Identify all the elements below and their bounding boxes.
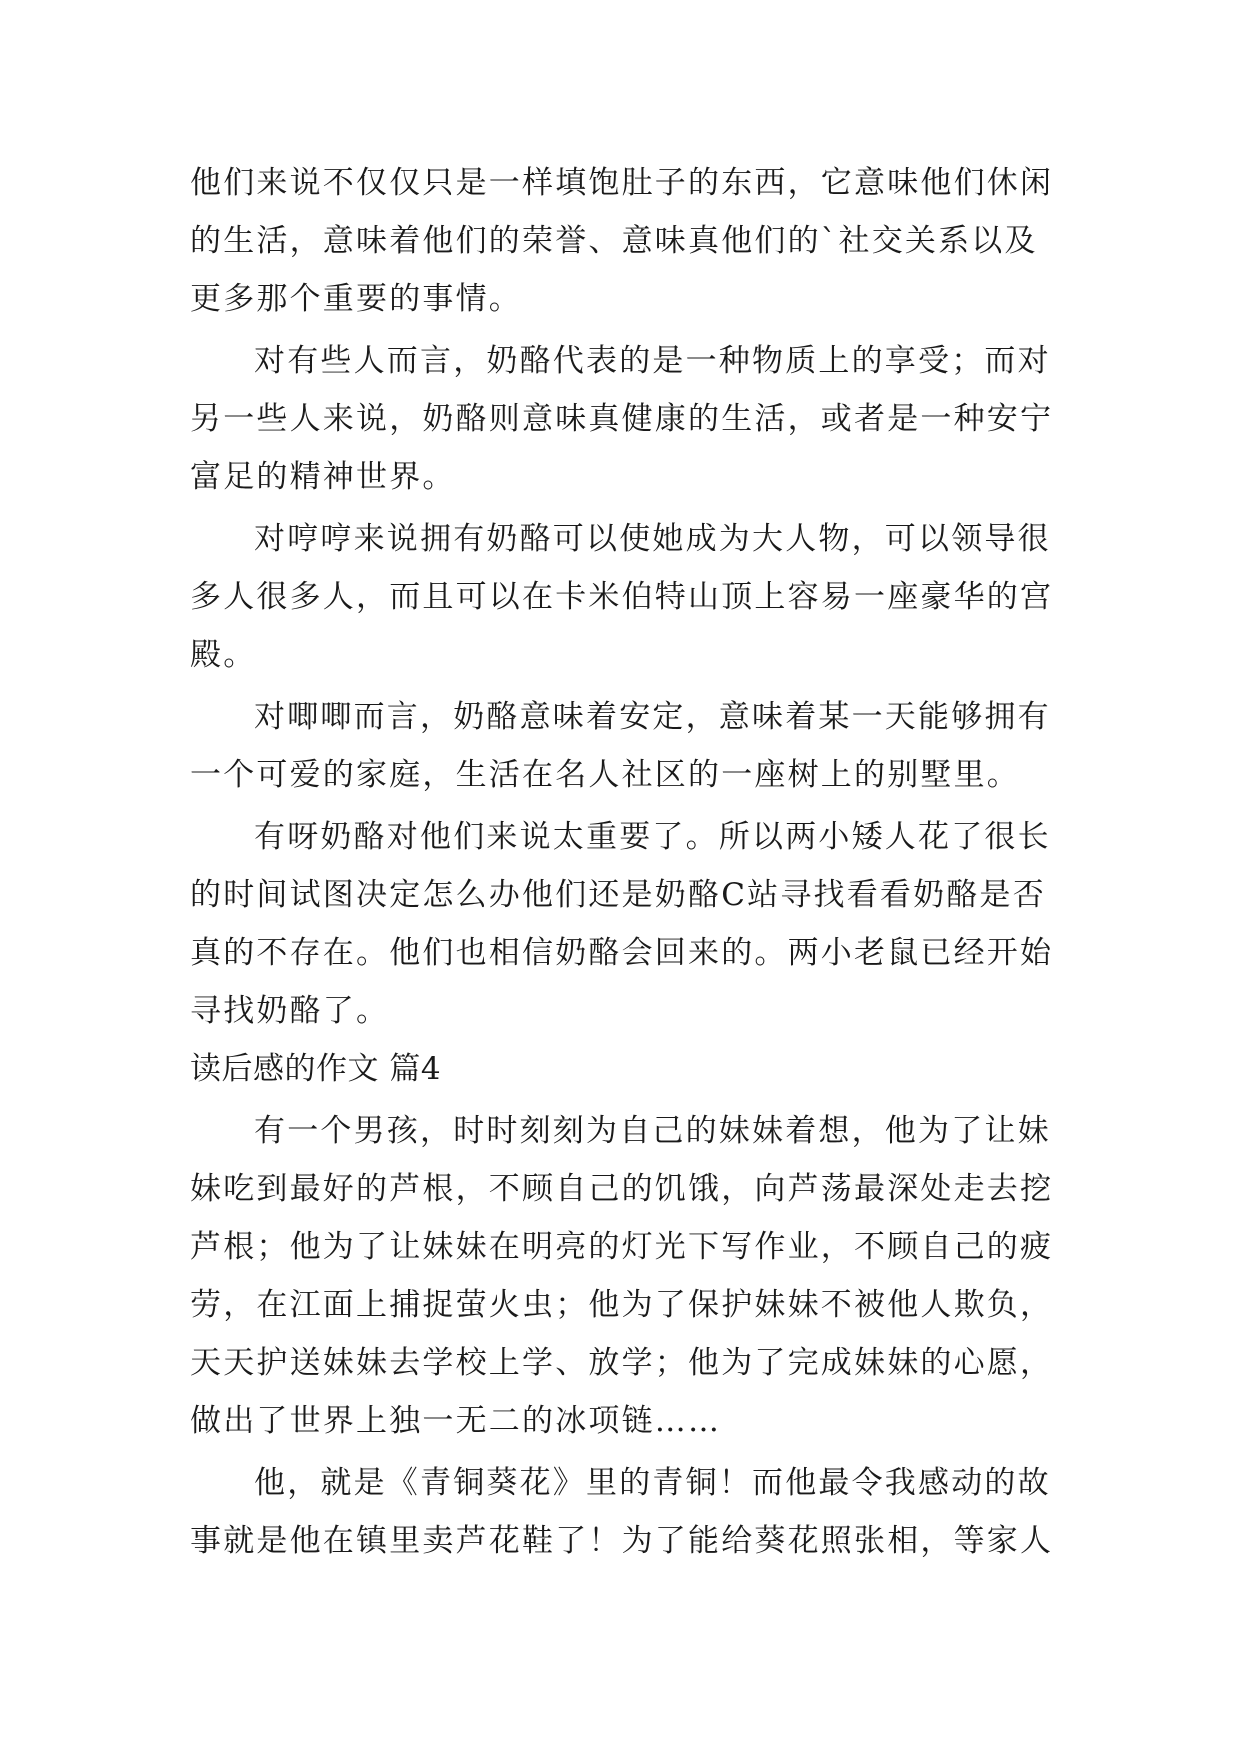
- text-line: 另一些人来说，奶酪则意味真健康的生活，或者是一种安宁: [190, 401, 1054, 437]
- paragraph-first-line: 对哼哼来说拥有奶酪可以使她成为大人物，可以领导很: [254, 521, 1051, 557]
- section-heading: 读后感的作文 篇4: [190, 1051, 442, 1087]
- text-line: 寻找奶酪了。: [190, 993, 390, 1029]
- text-line: 富足的精神世界。: [190, 459, 456, 495]
- text-line: 天天护送妹妹去学校上学、放学；他为了完成妹妹的心愿，: [190, 1345, 1054, 1381]
- text-line: 多人很多人，而且可以在卡米伯特山顶上容易一座豪华的宫: [190, 579, 1054, 615]
- paragraph-first-line: 有呀奶酪对他们来说太重要了。所以两小矮人花了很长: [254, 819, 1051, 855]
- paragraph-first-line: 对有些人而言，奶酪代表的是一种物质上的享受；而对: [254, 343, 1051, 379]
- text-line: 真的不存在。他们也相信奶酪会回来的。两小老鼠已经开始: [190, 935, 1054, 971]
- text-line: 劳，在江面上捕捉萤火虫；他为了保护妹妹不被他人欺负，: [190, 1287, 1054, 1323]
- text-line: 一个可爱的家庭，生活在名人社区的一座树上的别墅里。: [190, 757, 1020, 793]
- paragraph-first-line: 对唧唧而言，奶酪意味着安定，意味着某一天能够拥有: [254, 699, 1051, 735]
- paragraph-first-line: 有一个男孩，时时刻刻为自己的妹妹着想，他为了让妹: [254, 1113, 1051, 1149]
- paragraph-first-line: 他，就是《青铜葵花》里的青铜！而他最令我感动的故: [254, 1465, 1051, 1501]
- text-line: 事就是他在镇里卖芦花鞋了！为了能给葵花照张相，等家人: [190, 1523, 1054, 1559]
- text-line: 妹吃到最好的芦根，不顾自己的饥饿，向芦荡最深处走去挖: [190, 1171, 1054, 1207]
- text-line: 的生活，意味着他们的荣誉、意味真他们的`社交关系以及: [190, 223, 1038, 259]
- text-line: 的时间试图决定怎么办他们还是奶酪C站寻找看看奶酪是否: [190, 877, 1046, 913]
- text-line: 更多那个重要的事情。: [190, 281, 522, 317]
- text-line: 他们来说不仅仅只是一样填饱肚子的东西，它意味他们休闲: [190, 165, 1054, 201]
- text-line: 殿。: [190, 637, 257, 673]
- text-line: 芦根；他为了让妹妹在明亮的灯光下写作业，不顾自己的疲: [190, 1229, 1054, 1265]
- text-line: 做出了世界上独一无二的冰项链……: [190, 1403, 722, 1439]
